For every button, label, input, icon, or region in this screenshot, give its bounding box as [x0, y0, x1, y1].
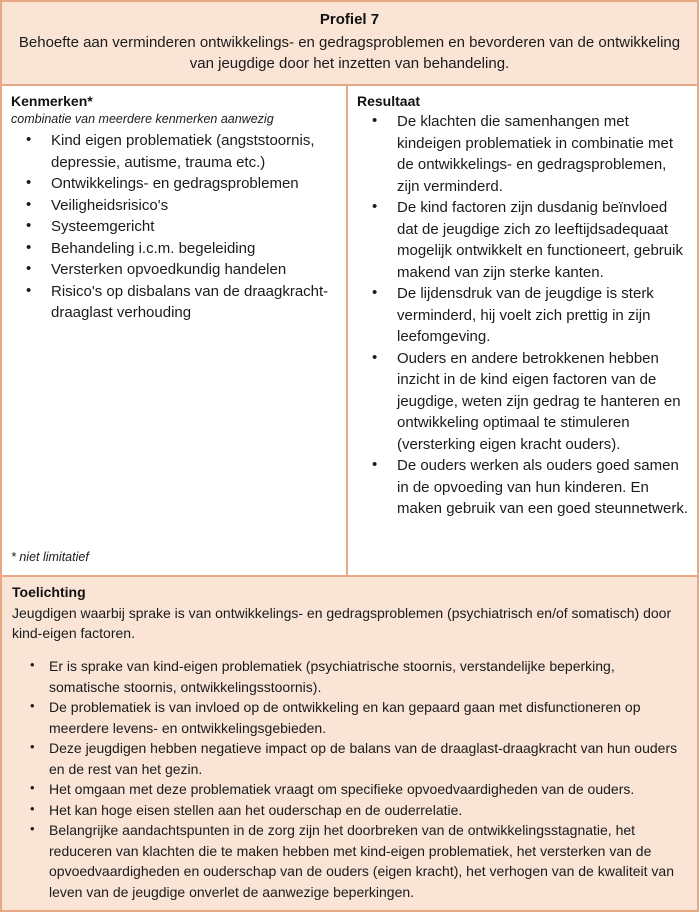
- list-item: • Het omgaan met deze problematiek vraagt om specifieke opvoedvaardigheden van de ouders.: [12, 779, 685, 800]
- kenmerken-column: [2, 86, 348, 575]
- list-item: • De problematiek is van invloed op de ontwikkeling en kan gepaard gaan met disfunctioneren op meerdere levens- en ontwikkelingsgebieden.: [12, 697, 685, 738]
- list-item: • De lijdensdruk van de jeugdige is sterk verminderd, hij voelt zich prettig in zijn leefomgeving.: [357, 283, 689, 348]
- kenmerken-heading: Kenmerken*: [11, 93, 93, 109]
- list-item: • De klachten die samenhangen met kindeigen problematiek in combinatie met de ontwikkelings- en gedragsproblemen, zijn verminderd.: [357, 111, 689, 197]
- resultaat-heading: Resultaat: [357, 93, 421, 109]
- profile-header-band: [2, 2, 697, 86]
- list-item: • Kind eigen problematiek (angststoornis, depressie, autisme, trauma etc.): [11, 130, 338, 173]
- list-item: • De ouders werken als ouders goed samen in de opvoeding van hun kinderen. En maken gebruik van een goed steunnetwerk.: [357, 455, 689, 520]
- page-subtitle: Behoefte aan verminderen ontwikkelings- en gedragsproblemen en bevorderen van de ontwikkeling van jeugdige door het inzetten van behandeling.: [18, 34, 681, 72]
- list-item: • Systeemgericht: [11, 216, 338, 238]
- toelichting-heading: Toelichting: [12, 584, 86, 600]
- toelichting-section: [2, 577, 697, 910]
- kenmerken-note: combinatie van meerdere kenmerken aanwezig: [11, 112, 274, 126]
- list-item: • Versterken opvoedkundig handelen: [11, 259, 338, 281]
- list-item: • Risico's op disbalans van de draagkracht-draaglast verhouding: [11, 281, 338, 324]
- list-item: • Ouders en andere betrokkenen hebben inzicht in de kind eigen factoren van de jeugdige, weten zijn gedrag te hanteren en ontwikkeling optimaal te stimuleren (versterking eigen kracht ouders).: [357, 348, 689, 456]
- toelichting-spacer: [12, 643, 685, 656]
- list-item: • Er is sprake van kind-eigen problematiek (psychiatrische stoornis, verstandelijke beperking, somatische stoornis, ontwikkelingsstoornis).: [12, 656, 685, 697]
- list-item: • Het kan hoge eisen stellen aan het ouderschap en de ouderrelatie.: [12, 800, 685, 821]
- list-item: • Behandeling i.c.m. begeleiding: [11, 238, 338, 260]
- two-column-section: [2, 86, 697, 577]
- toelichting-list: [12, 656, 685, 902]
- resultaat-list: [357, 111, 689, 520]
- list-item: • Deze jeugdigen hebben negatieve impact op de balans van de draaglast-draagkracht van hun ouders en de rest van het gezin.: [12, 738, 685, 779]
- list-item: • Veiligheidsrisico's: [11, 195, 338, 217]
- toelichting-intro: Jeugdigen waarbij sprake is van ontwikkelings- en gedragsproblemen (psychiatrisch en/of somatisch) door kind-eigen factoren.: [12, 605, 672, 641]
- page-title: Profiel 7: [319, 11, 380, 28]
- kenmerken-list: [11, 130, 338, 324]
- list-item: • De kind factoren zijn dusdanig beïnvloed dat de jeugdige zich zo leeftijdsadequaat mogelijk ontwikkelt en functioneert, gebruik makend van zijn sterke kanten.: [357, 197, 689, 283]
- kenmerken-footnote: * niet limitatief: [11, 550, 89, 564]
- list-item: • Ontwikkelings- en gedragsproblemen: [11, 173, 338, 195]
- list-item: • Belangrijke aandachtspunten in de zorg zijn het doorbreken van de ontwikkelingsstagnatie, het reduceren van klachten die te maken hebben met kind-eigen problematiek, het versterken van de opvoedvaardigheden en ouderschap van de ouders (eigen kracht), het verhogen van de kwaliteit van leven van de jeugdige onverlet de aanwezige beperkingen.: [12, 820, 685, 902]
- resultaat-column: [348, 86, 697, 575]
